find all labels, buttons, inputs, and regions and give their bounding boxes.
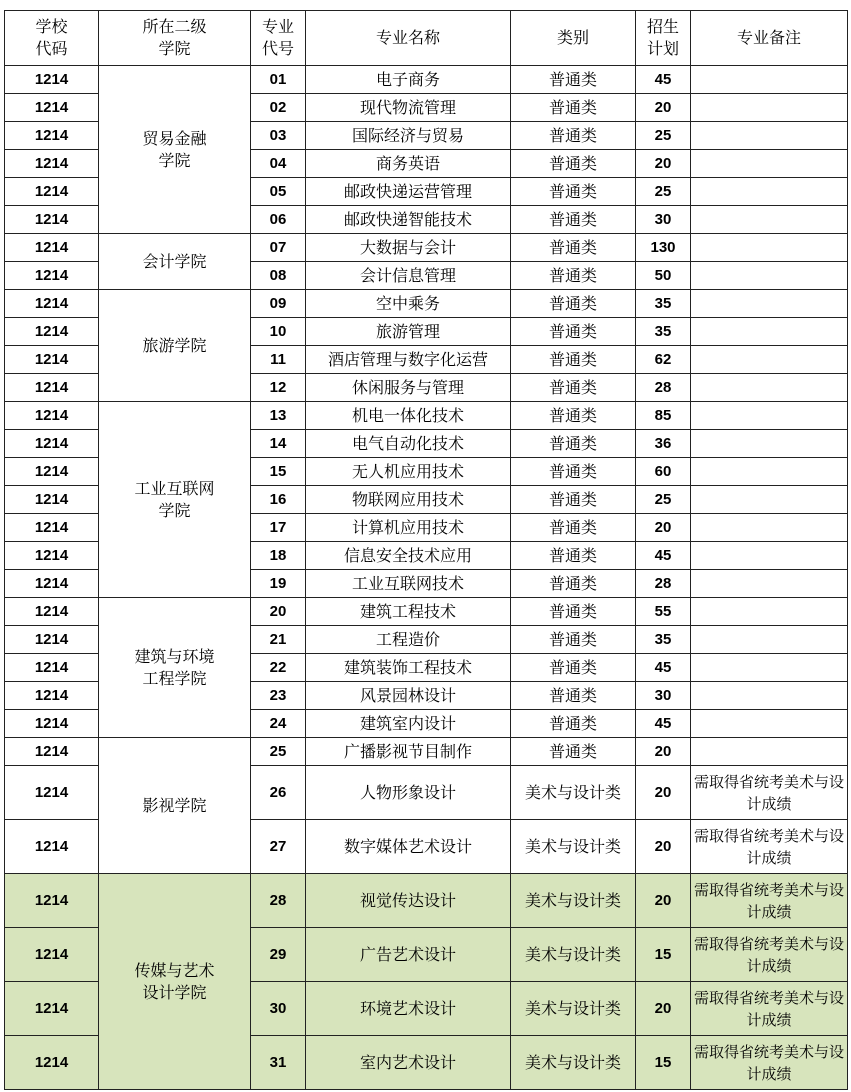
school-code-cell: 1214 <box>5 66 99 94</box>
category-cell: 普通类 <box>511 738 636 766</box>
major-name-cell: 广播影视节目制作 <box>306 738 511 766</box>
major-code-cell: 29 <box>251 928 306 982</box>
category-cell: 普通类 <box>511 262 636 290</box>
school-code-cell: 1214 <box>5 542 99 570</box>
major-name-cell: 工程造价 <box>306 626 511 654</box>
plan-cell: 28 <box>636 570 691 598</box>
major-code-cell: 17 <box>251 514 306 542</box>
header-label: 专业名称 <box>375 28 440 47</box>
major-code-cell: 20 <box>251 598 306 626</box>
major-code-cell: 21 <box>251 626 306 654</box>
remark-cell <box>691 430 848 458</box>
school-code-cell: 1214 <box>5 570 99 598</box>
major-name-cell: 计算机应用技术 <box>306 514 511 542</box>
school-code-cell: 1214 <box>5 346 99 374</box>
category-cell: 普通类 <box>511 94 636 122</box>
plan-cell: 85 <box>636 402 691 430</box>
remark-cell: 需取得省统考美术与设计成绩 <box>691 766 848 820</box>
category-cell: 普通类 <box>511 178 636 206</box>
remark-cell <box>691 458 848 486</box>
header-label: 专业备注 <box>736 28 801 47</box>
category-cell: 普通类 <box>511 206 636 234</box>
plan-cell: 28 <box>636 374 691 402</box>
major-code-cell: 28 <box>251 874 306 928</box>
category-cell: 普通类 <box>511 374 636 402</box>
remark-cell <box>691 318 848 346</box>
major-name-cell: 无人机应用技术 <box>306 458 511 486</box>
plan-cell: 35 <box>636 626 691 654</box>
major-name-cell: 建筑装饰工程技术 <box>306 654 511 682</box>
header-major-code <box>251 11 306 66</box>
major-code-cell: 22 <box>251 654 306 682</box>
remark-cell <box>691 402 848 430</box>
school-code-cell: 1214 <box>5 626 99 654</box>
table-row <box>5 738 848 766</box>
major-code-cell: 26 <box>251 766 306 820</box>
major-name-cell: 建筑工程技术 <box>306 598 511 626</box>
enrollment-plan-table <box>4 10 848 1090</box>
major-name-cell: 人物形象设计 <box>306 766 511 820</box>
category-cell: 普通类 <box>511 682 636 710</box>
plan-cell: 55 <box>636 598 691 626</box>
college-cell: 旅游学院 <box>99 290 251 402</box>
remark-cell <box>691 486 848 514</box>
remark-cell <box>691 374 848 402</box>
remark-cell <box>691 682 848 710</box>
school-code-cell: 1214 <box>5 374 99 402</box>
major-code-cell: 14 <box>251 430 306 458</box>
major-name-cell: 建筑室内设计 <box>306 710 511 738</box>
major-code-cell: 03 <box>251 122 306 150</box>
school-code-cell: 1214 <box>5 290 99 318</box>
header-label: 招生 计划 <box>646 17 679 58</box>
major-code-cell: 10 <box>251 318 306 346</box>
major-name-cell: 休闲服务与管理 <box>306 374 511 402</box>
school-code-cell: 1214 <box>5 654 99 682</box>
plan-cell: 45 <box>636 710 691 738</box>
remark-cell <box>691 206 848 234</box>
major-code-cell: 09 <box>251 290 306 318</box>
major-name-cell: 信息安全技术应用 <box>306 542 511 570</box>
table-row <box>5 290 848 318</box>
plan-cell: 25 <box>636 122 691 150</box>
school-code-cell: 1214 <box>5 598 99 626</box>
category-cell: 美术与设计类 <box>511 982 636 1036</box>
major-name-cell: 工业互联网技术 <box>306 570 511 598</box>
plan-cell: 130 <box>636 234 691 262</box>
major-code-cell: 01 <box>251 66 306 94</box>
school-code-cell: 1214 <box>5 150 99 178</box>
major-code-cell: 11 <box>251 346 306 374</box>
category-cell: 普通类 <box>511 514 636 542</box>
plan-cell: 20 <box>636 738 691 766</box>
remark-cell: 需取得省统考美术与设计成绩 <box>691 982 848 1036</box>
school-code-cell: 1214 <box>5 430 99 458</box>
school-code-cell: 1214 <box>5 766 99 820</box>
category-cell: 普通类 <box>511 150 636 178</box>
major-code-cell: 08 <box>251 262 306 290</box>
category-cell: 普通类 <box>511 290 636 318</box>
major-name-cell: 空中乘务 <box>306 290 511 318</box>
table-header <box>5 11 848 66</box>
remark-cell <box>691 570 848 598</box>
remark-cell <box>691 122 848 150</box>
major-name-cell: 风景园林设计 <box>306 682 511 710</box>
remark-cell <box>691 346 848 374</box>
category-cell: 美术与设计类 <box>511 874 636 928</box>
school-code-cell: 1214 <box>5 94 99 122</box>
remark-cell <box>691 290 848 318</box>
category-cell: 普通类 <box>511 318 636 346</box>
major-code-cell: 31 <box>251 1036 306 1090</box>
major-name-cell: 电气自动化技术 <box>306 430 511 458</box>
plan-cell: 30 <box>636 206 691 234</box>
remark-cell <box>691 738 848 766</box>
remark-cell: 需取得省统考美术与设计成绩 <box>691 820 848 874</box>
plan-cell: 45 <box>636 654 691 682</box>
school-code-cell: 1214 <box>5 928 99 982</box>
remark-cell <box>691 514 848 542</box>
header-plan <box>636 11 691 66</box>
plan-cell: 15 <box>636 928 691 982</box>
school-code-cell: 1214 <box>5 206 99 234</box>
school-code-cell: 1214 <box>5 458 99 486</box>
college-cell: 会计学院 <box>99 234 251 290</box>
category-cell: 美术与设计类 <box>511 820 636 874</box>
table-row <box>5 66 848 94</box>
remark-cell <box>691 654 848 682</box>
college-cell: 工业互联网 学院 <box>99 402 251 598</box>
category-cell: 普通类 <box>511 486 636 514</box>
remark-cell <box>691 542 848 570</box>
plan-cell: 62 <box>636 346 691 374</box>
header-college <box>99 11 251 66</box>
major-code-cell: 30 <box>251 982 306 1036</box>
major-name-cell: 机电一体化技术 <box>306 402 511 430</box>
remark-cell <box>691 234 848 262</box>
major-code-cell: 12 <box>251 374 306 402</box>
college-cell: 传媒与艺术 设计学院 <box>99 874 251 1090</box>
major-code-cell: 06 <box>251 206 306 234</box>
plan-cell: 36 <box>636 430 691 458</box>
plan-cell: 20 <box>636 874 691 928</box>
category-cell: 普通类 <box>511 430 636 458</box>
major-code-cell: 23 <box>251 682 306 710</box>
remark-cell: 需取得省统考美术与设计成绩 <box>691 1036 848 1090</box>
plan-cell: 20 <box>636 982 691 1036</box>
remark-cell <box>691 178 848 206</box>
plan-cell: 35 <box>636 318 691 346</box>
header-label: 所在二级 学院 <box>142 17 207 58</box>
category-cell: 普通类 <box>511 542 636 570</box>
major-name-cell: 国际经济与贸易 <box>306 122 511 150</box>
major-code-cell: 16 <box>251 486 306 514</box>
category-cell: 普通类 <box>511 710 636 738</box>
table-row <box>5 402 848 430</box>
table-body <box>5 66 848 1090</box>
major-name-cell: 大数据与会计 <box>306 234 511 262</box>
category-cell: 普通类 <box>511 122 636 150</box>
school-code-cell: 1214 <box>5 738 99 766</box>
major-code-cell: 25 <box>251 738 306 766</box>
school-code-cell: 1214 <box>5 1036 99 1090</box>
plan-cell: 20 <box>636 820 691 874</box>
remark-cell <box>691 626 848 654</box>
school-code-cell: 1214 <box>5 402 99 430</box>
plan-cell: 30 <box>636 682 691 710</box>
remark-cell <box>691 150 848 178</box>
major-code-cell: 19 <box>251 570 306 598</box>
school-code-cell: 1214 <box>5 682 99 710</box>
plan-cell: 20 <box>636 514 691 542</box>
plan-cell: 45 <box>636 66 691 94</box>
school-code-cell: 1214 <box>5 178 99 206</box>
major-code-cell: 07 <box>251 234 306 262</box>
school-code-cell: 1214 <box>5 874 99 928</box>
plan-cell: 25 <box>636 178 691 206</box>
major-code-cell: 04 <box>251 150 306 178</box>
header-label: 学校 代码 <box>35 17 68 58</box>
plan-cell: 15 <box>636 1036 691 1090</box>
category-cell: 美术与设计类 <box>511 1036 636 1090</box>
category-cell: 普通类 <box>511 654 636 682</box>
plan-cell: 45 <box>636 542 691 570</box>
header-label: 类别 <box>556 28 589 47</box>
major-name-cell: 室内艺术设计 <box>306 1036 511 1090</box>
major-name-cell: 旅游管理 <box>306 318 511 346</box>
header-label: 专业 代号 <box>261 17 294 58</box>
major-name-cell: 环境艺术设计 <box>306 982 511 1036</box>
college-cell: 建筑与环境 工程学院 <box>99 598 251 738</box>
school-code-cell: 1214 <box>5 514 99 542</box>
school-code-cell: 1214 <box>5 982 99 1036</box>
category-cell: 普通类 <box>511 598 636 626</box>
school-code-cell: 1214 <box>5 234 99 262</box>
remark-cell <box>691 598 848 626</box>
major-name-cell: 电子商务 <box>306 66 511 94</box>
remark-cell <box>691 66 848 94</box>
remark-cell <box>691 262 848 290</box>
major-code-cell: 15 <box>251 458 306 486</box>
major-name-cell: 会计信息管理 <box>306 262 511 290</box>
school-code-cell: 1214 <box>5 318 99 346</box>
major-name-cell: 广告艺术设计 <box>306 928 511 982</box>
category-cell: 美术与设计类 <box>511 928 636 982</box>
major-name-cell: 酒店管理与数字化运营 <box>306 346 511 374</box>
major-name-cell: 数字媒体艺术设计 <box>306 820 511 874</box>
school-code-cell: 1214 <box>5 486 99 514</box>
table-row <box>5 874 848 928</box>
major-name-cell: 商务英语 <box>306 150 511 178</box>
remark-cell: 需取得省统考美术与设计成绩 <box>691 874 848 928</box>
plan-cell: 35 <box>636 290 691 318</box>
school-code-cell: 1214 <box>5 710 99 738</box>
major-code-cell: 02 <box>251 94 306 122</box>
college-cell: 贸易金融 学院 <box>99 66 251 234</box>
category-cell: 普通类 <box>511 458 636 486</box>
category-cell: 普通类 <box>511 570 636 598</box>
header-category <box>511 11 636 66</box>
plan-cell: 20 <box>636 94 691 122</box>
college-cell: 影视学院 <box>99 738 251 874</box>
plan-cell: 60 <box>636 458 691 486</box>
major-code-cell: 18 <box>251 542 306 570</box>
category-cell: 普通类 <box>511 402 636 430</box>
table-row <box>5 598 848 626</box>
major-name-cell: 物联网应用技术 <box>306 486 511 514</box>
header-remark <box>691 11 848 66</box>
remark-cell <box>691 710 848 738</box>
school-code-cell: 1214 <box>5 262 99 290</box>
category-cell: 美术与设计类 <box>511 766 636 820</box>
school-code-cell: 1214 <box>5 122 99 150</box>
plan-cell: 20 <box>636 766 691 820</box>
plan-cell: 50 <box>636 262 691 290</box>
school-code-cell: 1214 <box>5 820 99 874</box>
major-name-cell: 邮政快递运营管理 <box>306 178 511 206</box>
remark-cell: 需取得省统考美术与设计成绩 <box>691 928 848 982</box>
category-cell: 普通类 <box>511 66 636 94</box>
header-major-name <box>306 11 511 66</box>
major-code-cell: 24 <box>251 710 306 738</box>
header-school-code <box>5 11 99 66</box>
table-row <box>5 234 848 262</box>
plan-cell: 25 <box>636 486 691 514</box>
category-cell: 普通类 <box>511 626 636 654</box>
major-name-cell: 视觉传达设计 <box>306 874 511 928</box>
major-name-cell: 现代物流管理 <box>306 94 511 122</box>
category-cell: 普通类 <box>511 346 636 374</box>
major-code-cell: 27 <box>251 820 306 874</box>
plan-cell: 20 <box>636 150 691 178</box>
major-name-cell: 邮政快递智能技术 <box>306 206 511 234</box>
major-code-cell: 13 <box>251 402 306 430</box>
remark-cell <box>691 94 848 122</box>
major-code-cell: 05 <box>251 178 306 206</box>
category-cell: 普通类 <box>511 234 636 262</box>
